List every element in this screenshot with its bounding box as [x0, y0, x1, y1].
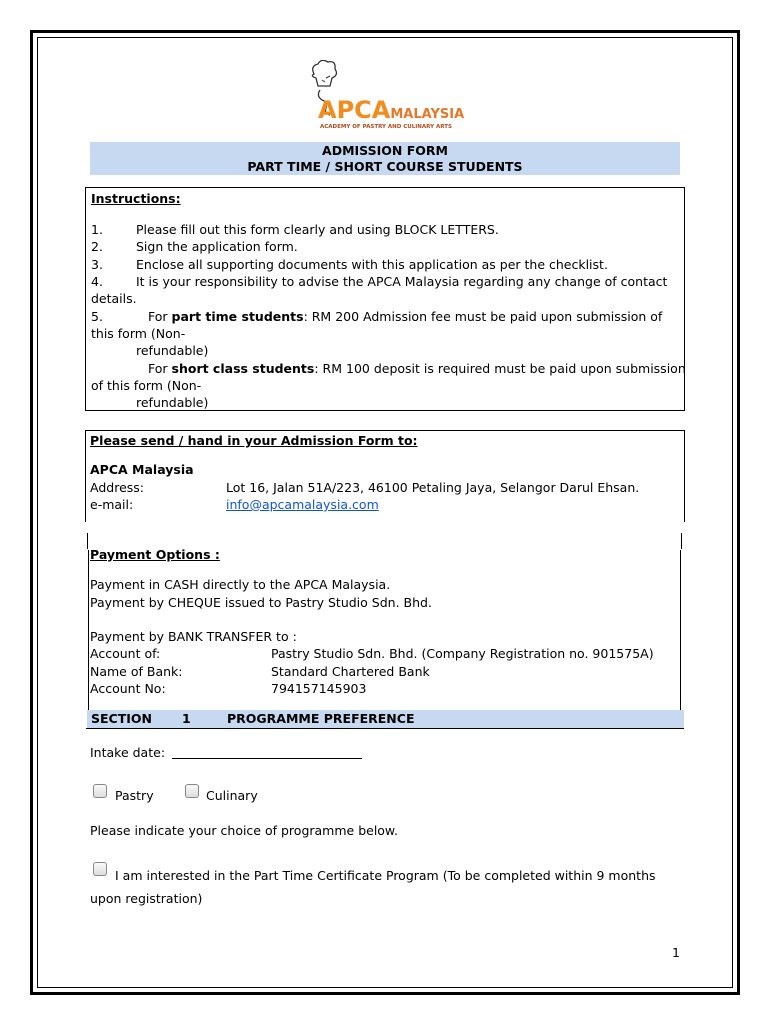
instruction-num-3: 3.	[91, 257, 103, 272]
account-of-label: Account of:	[90, 646, 161, 661]
email-label: e-mail:	[90, 497, 134, 512]
logo-brand-rest: MALAYSIA	[390, 107, 465, 122]
instruction-3: Enclose all supporting documents with this application as per the checklist.	[136, 257, 608, 272]
instruction-4: It is your responsibility to advise the APCA Malaysia regarding any change of contact	[136, 274, 668, 289]
culinary-label: Culinary	[206, 788, 258, 803]
address-label: Address:	[90, 480, 144, 495]
short-class-students-label: short class students	[171, 361, 315, 376]
form-title: ADMISSION FORM	[322, 143, 448, 158]
account-of-value: Pastry Studio Sdn. Bhd. (Company Registration no. 901575A)	[271, 646, 654, 661]
instruction-4-cont: details.	[91, 291, 137, 306]
payment-bank-intro: Payment by BANK TRANSFER to :	[90, 629, 297, 644]
account-no-label: Account No:	[90, 681, 166, 696]
section-title: PROGRAMME PREFERENCE	[227, 711, 415, 726]
instruction-num-2: 2.	[91, 239, 103, 254]
instruction-6: For short class students: RM 100 deposit is required must be paid upon submission	[148, 361, 686, 376]
apca-logo	[300, 60, 470, 135]
instruction-6-cont2: refundable)	[136, 395, 209, 410]
logo-brand-bold: APCA	[318, 96, 391, 124]
part-time-program-checkbox[interactable]	[93, 862, 107, 876]
part-time-program-line1: I am interested in the Part Time Certificate Program (To be completed within 9 months	[115, 868, 656, 883]
account-no-value: 794157145903	[271, 681, 367, 696]
instructions-box	[85, 187, 685, 411]
instruction-5-cont2: refundable)	[136, 343, 209, 358]
section-1-bar	[87, 710, 684, 728]
section-label: SECTION	[91, 711, 152, 726]
section-number: 1	[182, 711, 191, 726]
instruction-1: Please fill out this form clearly and using BLOCK LETTERS.	[136, 222, 499, 237]
address-value: Lot 16, Jalan 51A/223, 46100 Petaling Jaya, Selangor Darul Ehsan.	[226, 480, 640, 495]
page-number: 1	[672, 945, 680, 960]
culinary-checkbox[interactable]	[185, 784, 199, 798]
pastry-checkbox[interactable]	[93, 784, 107, 798]
email-link[interactable]: info@apcamalaysia.com	[226, 497, 379, 512]
choice-prompt: Please indicate your choice of programme below.	[90, 823, 398, 838]
payment-cash: Payment in CASH directly to the APCA Malaysia.	[90, 577, 391, 592]
instruction-5-cont1: this form (Non-	[91, 326, 186, 341]
payment-heading: Payment Options :	[90, 547, 220, 562]
part-time-students-label: part time students	[171, 309, 304, 324]
instruction-num-5: 5.	[91, 309, 103, 324]
pastry-label: Pastry	[115, 788, 154, 803]
instruction-2: Sign the application form.	[136, 239, 298, 254]
send-payment-box	[85, 430, 685, 728]
instructions-heading: Instructions:	[91, 191, 181, 206]
logo-tagline: ACADEMY OF PASTRY AND CULINARY ARTS	[320, 124, 452, 130]
form-subtitle: PART TIME / SHORT COURSE STUDENTS	[247, 159, 523, 174]
instruction-6-cont1: of this form (Non-	[91, 378, 202, 393]
payment-cheque: Payment by CHEQUE issued to Pastry Studio Sdn. Bhd.	[90, 595, 432, 610]
instruction-num-4: 4.	[91, 274, 103, 289]
instruction-5: For part time students: RM 200 Admission fee must be paid upon submission of	[148, 309, 663, 324]
send-org: APCA Malaysia	[90, 462, 194, 477]
part-time-program-line2: upon registration)	[90, 891, 203, 906]
title-bar	[90, 142, 680, 175]
intake-date-field[interactable]	[172, 758, 362, 759]
intake-date-label: Intake date:	[90, 745, 166, 760]
bank-name-value: Standard Chartered Bank	[271, 664, 430, 679]
send-heading: Please send / hand in your Admission Form to:	[90, 433, 418, 448]
bank-name-label: Name of Bank:	[90, 664, 183, 679]
instruction-num-1: 1.	[91, 222, 103, 237]
